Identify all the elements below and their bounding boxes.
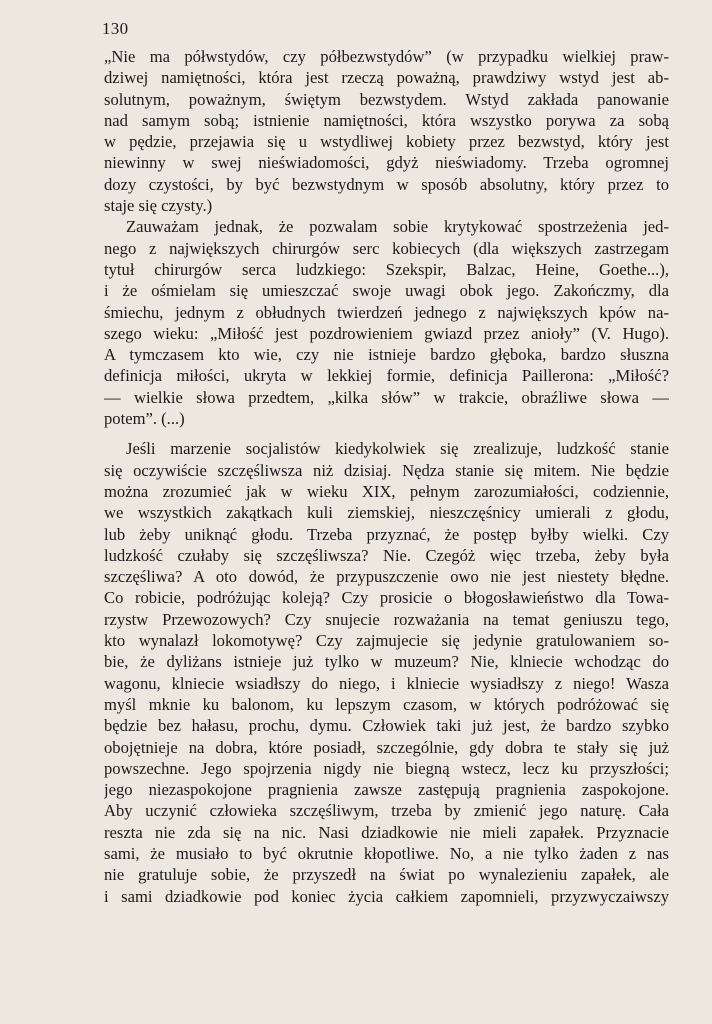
text-line: można zrozumieć jak w wieku XIX, pełnym zarozumiałości, codziennie, [104, 481, 669, 501]
text-line: staje się czysty.) [104, 196, 213, 216]
text-line: kto wynalazł lokomotywę? Czy zajmujecie się jedynie gratulowaniem so- [104, 631, 669, 651]
text-line: — wielkie słowa przedtem, „kilka słów” w trakcie, obraźliwe słowa — [104, 387, 669, 407]
text-line: ludzkość czułaby się szczęśliwsza? Nie. Czegóż więc trzeba, żeby była [104, 545, 669, 565]
text-line: się oczywiście szczęśliwsza niż dzisiaj. Nędza stanie się mitem. Nie będzie [104, 460, 669, 480]
text-line: rzystw Przewozowych? Czy snujecie rozważania na temat geniuszu tego, [104, 609, 669, 629]
text-line: bie, że dyliżans istnieje już tylko w muzeum? Nie, klniecie wchodząc do [104, 652, 669, 672]
text-line: dziwej namiętności, która jest rzeczą poważną, prawdziwy wstyd jest ab- [104, 68, 669, 88]
text-line: nie gratuluje sobie, że przyszedł na świat po wynalezieniu zapałek, ale [104, 865, 669, 885]
text-line: Co robicie, podróżując koleją? Czy prosicie o błogosławieństwo dla Towa- [104, 588, 669, 608]
text-line: nego z największych chirurgów serc kobiecych (dla większych zastrzegam [104, 238, 669, 258]
paragraph-p3 [104, 438, 669, 907]
text-line: potem”. (...) [104, 409, 185, 429]
text-line: reszta nie zda się na nic. Nasi dziadkowie nie mieli zapałek. Przyznacie [104, 822, 669, 842]
text-line: solutnym, poważnym, świętym bezwstydem. Wstyd zakłada panowanie [104, 89, 669, 109]
text-line: tytuł chirurgów serca ludzkiego: Szekspir, Balzac, Heine, Goethe...), [104, 259, 669, 279]
paragraph-gap [104, 429, 669, 438]
text-line: nad samym sobą; istnienie namiętności, która wszystko porywa za sobą [104, 110, 669, 130]
paragraph-p2 [104, 216, 669, 429]
text-line: śmiechu, jednym z obłudnych twierdzeń jednego z największych kpów na- [104, 302, 669, 322]
text-line: szczęśliwa? A oto dowód, że przypuszczenie owo nie jest niestety błędne. [104, 567, 669, 587]
text-line: i sami dziadkowie pod koniec życia całkiem zapomnieli, przyzwyczaiwszy [104, 886, 669, 906]
text-line: obojętnieje na dobra, które posiadł, szczególnie, gdy dobra te stały się już [104, 737, 669, 757]
text-line: jego niezaspokojone pragnienia zawsze zastępują pragnienia zaspokojone. [104, 780, 669, 800]
text-line: dozy czystości, by być bezwstydnym w sposób absolutny, który przez to [104, 174, 669, 194]
text-line: myśl mknie ku balonom, ku lepszym czasom, w których podróżować się [104, 694, 669, 714]
text-line: „Nie ma półwstydów, czy półbezwstydów” (w przypadku wielkiej praw- [104, 47, 669, 66]
page-number: 130 [102, 19, 129, 38]
page-body-text [104, 46, 669, 907]
paragraph-p1 [104, 46, 669, 216]
text-line: Zauważam jednak, że pozwalam sobie krytykować spostrzeżenia jed- [126, 217, 669, 237]
text-line: powszechne. Jego spojrzenia nigdy nie biegną wstecz, lecz ku przyszłości; [104, 758, 669, 778]
text-line: Aby uczynić człowieka szczęśliwym, trzeba by zmienić jego naturę. Cała [104, 801, 669, 821]
text-line: szego wieku: „Miłość jest pozdrowieniem gwiazd przez anioły” (V. Hugo). [104, 323, 669, 343]
text-line: A tymczasem kto wie, czy nie istnieje bardzo głęboka, bardzo słuszna [104, 345, 669, 365]
text-line: lub żeby uniknąć głodu. Trzeba przyznać, że postęp byłby wielki. Czy [104, 524, 669, 544]
text-line: w pędzie, przejawia się u wstydliwej kobiety przez bezwstyd, który jest [104, 132, 669, 152]
text-line: definicja miłości, ukryta w lekkiej formie, definicja Paillerona: „Miłość? [104, 366, 669, 386]
text-line: Jeśli marzenie socjalistów kiedykolwiek się zrealizuje, ludzkość stanie [126, 439, 669, 459]
text-line: niewinny w swej nieświadomości, gdyż nieświadomy. Trzeba ogromnej [104, 153, 669, 173]
text-line: sami, że musiało to być okrutnie kłopotliwe. No, a nie tylko żaden z nas [104, 843, 669, 863]
text-line: i że ośmielam się umieszczać swoje uwagi obok jego. Zakończmy, dla [104, 281, 669, 301]
text-line: wagonu, klniecie wsiadłszy do niego, i klniecie wysiadłszy z niego! Wasza [104, 673, 669, 693]
text-line: będzie bez hałasu, prochu, dymu. Człowiek taki już jest, że bardzo szybko [104, 716, 669, 736]
text-line: we wszystkich zakątkach kuli ziemskiej, nieszczęśnicy umierali z głodu, [104, 503, 669, 523]
